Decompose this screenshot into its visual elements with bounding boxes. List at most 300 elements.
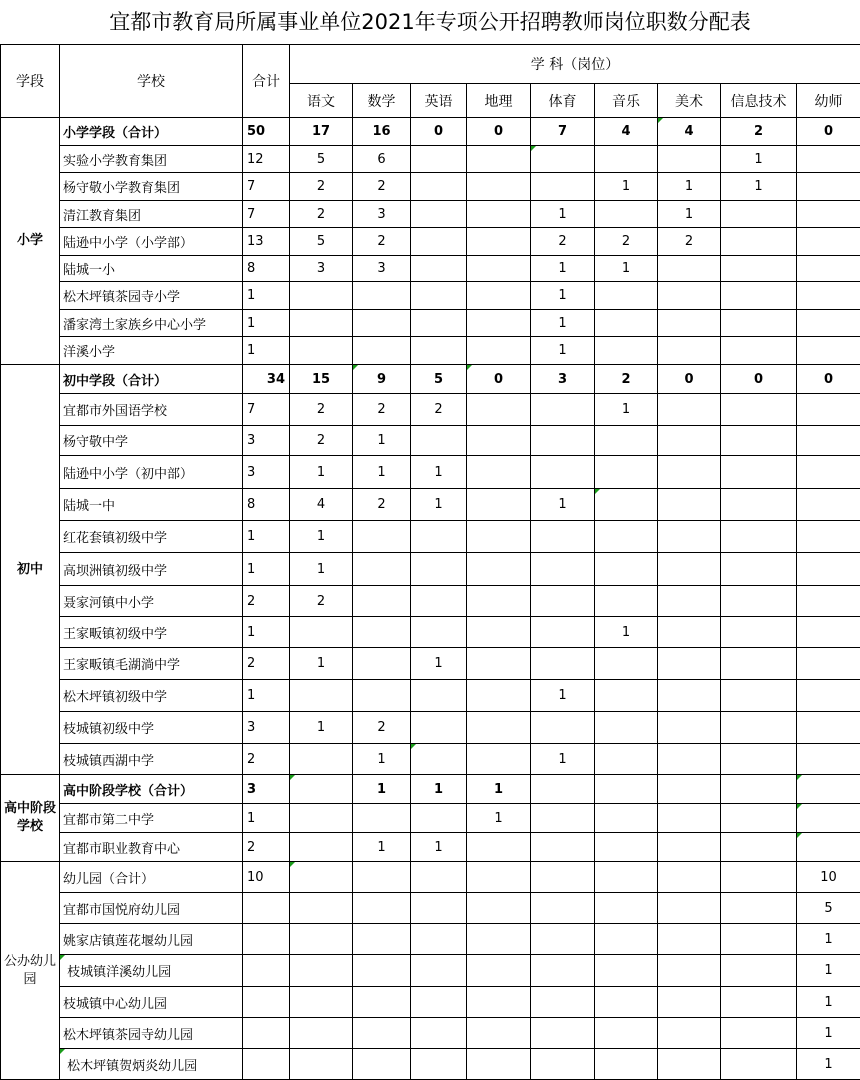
value-cell [411, 1049, 467, 1080]
value-cell [353, 521, 411, 553]
value-cell [531, 775, 595, 804]
value-cell [290, 617, 353, 648]
value-cell [721, 833, 797, 862]
value-cell: 1 [353, 833, 411, 862]
value-cell: 2 [721, 118, 797, 146]
value-cell [595, 146, 658, 173]
value-cell [353, 924, 411, 955]
value-cell [467, 173, 531, 201]
value-cell [595, 201, 658, 228]
value-cell: 0 [467, 365, 531, 394]
value-cell [290, 862, 353, 893]
value-cell [797, 173, 860, 201]
value-cell [290, 1049, 353, 1080]
value-cell [531, 426, 595, 456]
header-subject: 体育 [531, 84, 595, 118]
value-cell [595, 893, 658, 924]
value-cell [290, 775, 353, 804]
value-cell [531, 712, 595, 744]
value-cell [721, 553, 797, 586]
value-cell: 1 [290, 712, 353, 744]
total-cell: 3 [243, 426, 290, 456]
table-row [1, 617, 860, 648]
value-cell [658, 337, 721, 365]
value-cell [467, 337, 531, 365]
value-cell: 1 [411, 775, 467, 804]
value-cell [531, 955, 595, 987]
total-cell [243, 987, 290, 1018]
value-cell [411, 521, 467, 553]
stage-cell: 小学 [1, 118, 60, 365]
value-cell: 1 [797, 924, 860, 955]
value-cell [411, 924, 467, 955]
value-cell: 1 [353, 426, 411, 456]
header-school: 学校 [60, 45, 243, 118]
value-cell [721, 712, 797, 744]
value-cell [353, 586, 411, 617]
school-cell: 实验小学教育集团 [60, 146, 243, 173]
school-cell: 宜都市职业教育中心 [60, 833, 243, 862]
value-cell: 1 [411, 833, 467, 862]
value-cell [595, 744, 658, 775]
value-cell: 1 [595, 173, 658, 201]
value-cell [658, 1049, 721, 1080]
value-cell [658, 893, 721, 924]
value-cell [721, 456, 797, 489]
value-cell [467, 833, 531, 862]
value-cell [658, 924, 721, 955]
value-cell [721, 521, 797, 553]
table-row [1, 924, 860, 955]
school-cell: 洋溪小学 [60, 337, 243, 365]
value-cell: 2 [353, 712, 411, 744]
total-cell: 3 [243, 712, 290, 744]
value-cell: 9 [353, 365, 411, 394]
value-cell [411, 1018, 467, 1049]
school-cell: 王家畈镇初级中学 [60, 617, 243, 648]
value-cell [353, 893, 411, 924]
value-cell: 15 [290, 365, 353, 394]
value-cell [411, 987, 467, 1018]
value-cell: 1 [531, 489, 595, 521]
value-cell [467, 146, 531, 173]
table-row [1, 586, 860, 617]
value-cell [531, 617, 595, 648]
value-cell: 2 [353, 394, 411, 426]
header-subject: 音乐 [595, 84, 658, 118]
school-cell: 高坝洲镇初级中学 [60, 553, 243, 586]
value-cell [721, 775, 797, 804]
value-cell [797, 456, 860, 489]
value-cell: 1 [290, 553, 353, 586]
value-cell [353, 617, 411, 648]
value-cell: 0 [721, 365, 797, 394]
value-cell [721, 310, 797, 337]
header-subject: 美术 [658, 84, 721, 118]
value-cell [721, 1049, 797, 1080]
value-cell: 6 [353, 146, 411, 173]
stage-cell: 初中 [1, 365, 60, 775]
value-cell [467, 282, 531, 310]
value-cell [531, 924, 595, 955]
table-row [1, 489, 860, 521]
value-cell: 1 [353, 775, 411, 804]
value-cell: 2 [290, 586, 353, 617]
value-cell [595, 833, 658, 862]
school-cell: 宜都市外国语学校 [60, 394, 243, 426]
value-cell [797, 712, 860, 744]
value-cell [467, 521, 531, 553]
table-row [1, 987, 860, 1018]
value-cell [411, 426, 467, 456]
value-cell [658, 553, 721, 586]
value-cell [531, 1049, 595, 1080]
value-cell: 0 [467, 118, 531, 146]
table-row [1, 1049, 860, 1080]
value-cell [721, 617, 797, 648]
value-cell: 3 [531, 365, 595, 394]
school-cell: 陆逊中小学（小学部） [60, 228, 243, 256]
value-cell: 1 [797, 955, 860, 987]
value-cell [531, 648, 595, 680]
value-cell: 5 [411, 365, 467, 394]
value-cell [411, 201, 467, 228]
value-cell [658, 521, 721, 553]
school-cell: 松木坪镇贺炳炎幼儿园 [60, 1049, 243, 1080]
school-cell: 陆城一小 [60, 256, 243, 282]
school-cell: 高中阶段学校（合计） [60, 775, 243, 804]
total-cell: 12 [243, 146, 290, 173]
table-row [1, 426, 860, 456]
header-subject: 英语 [411, 84, 467, 118]
value-cell [353, 680, 411, 712]
value-cell [658, 955, 721, 987]
value-cell [467, 893, 531, 924]
value-cell [797, 146, 860, 173]
table-row [1, 228, 860, 256]
school-cell: 宜都市第二中学 [60, 804, 243, 833]
header-subject-group: 学 科（岗位） [290, 45, 860, 84]
value-cell [353, 804, 411, 833]
total-cell: 8 [243, 256, 290, 282]
value-cell: 0 [797, 118, 860, 146]
value-cell [353, 862, 411, 893]
header-subject: 语文 [290, 84, 353, 118]
value-cell [658, 310, 721, 337]
value-cell [467, 489, 531, 521]
table-row [1, 833, 860, 862]
value-cell: 2 [353, 228, 411, 256]
value-cell: 1 [531, 310, 595, 337]
value-cell [467, 617, 531, 648]
school-cell: 松木坪镇初级中学 [60, 680, 243, 712]
value-cell: 2 [290, 426, 353, 456]
value-cell [721, 256, 797, 282]
value-cell [595, 680, 658, 712]
value-cell: 0 [797, 365, 860, 394]
value-cell [467, 586, 531, 617]
value-cell [595, 426, 658, 456]
value-cell [721, 228, 797, 256]
value-cell [531, 146, 595, 173]
value-cell [467, 1049, 531, 1080]
value-cell: 1 [353, 456, 411, 489]
value-cell [353, 987, 411, 1018]
value-cell [595, 586, 658, 617]
value-cell [467, 394, 531, 426]
value-cell [467, 426, 531, 456]
value-cell: 4 [595, 118, 658, 146]
table-row [1, 173, 860, 201]
value-cell [467, 228, 531, 256]
value-cell: 1 [467, 804, 531, 833]
value-cell [721, 804, 797, 833]
school-cell: 枝城镇西湖中学 [60, 744, 243, 775]
school-cell: 陆逊中小学（初中部） [60, 456, 243, 489]
value-cell [353, 282, 411, 310]
table-row [1, 893, 860, 924]
value-cell [411, 617, 467, 648]
value-cell [658, 833, 721, 862]
value-cell: 1 [595, 256, 658, 282]
total-cell: 1 [243, 617, 290, 648]
value-cell [658, 862, 721, 893]
header-subject: 幼师 [797, 84, 860, 118]
value-cell: 1 [595, 394, 658, 426]
school-cell: 枝城镇中心幼儿园 [60, 987, 243, 1018]
value-cell [595, 775, 658, 804]
value-cell [411, 337, 467, 365]
school-cell: 杨守敬中学 [60, 426, 243, 456]
value-cell [721, 1018, 797, 1049]
value-cell: 1 [411, 456, 467, 489]
value-cell [353, 955, 411, 987]
value-cell [411, 282, 467, 310]
value-cell [658, 744, 721, 775]
value-cell [658, 586, 721, 617]
value-cell [411, 586, 467, 617]
value-cell [797, 804, 860, 833]
value-cell [595, 955, 658, 987]
value-cell [797, 228, 860, 256]
value-cell [595, 1018, 658, 1049]
value-cell [721, 586, 797, 617]
table-header [1, 45, 860, 118]
value-cell [353, 648, 411, 680]
value-cell [467, 924, 531, 955]
value-cell [658, 256, 721, 282]
value-cell [411, 310, 467, 337]
value-cell: 1 [797, 1018, 860, 1049]
total-cell: 2 [243, 648, 290, 680]
value-cell [797, 256, 860, 282]
value-cell [411, 173, 467, 201]
value-cell [290, 337, 353, 365]
value-cell [531, 862, 595, 893]
value-cell: 0 [411, 118, 467, 146]
school-cell: 幼儿园（合计） [60, 862, 243, 893]
value-cell [290, 893, 353, 924]
value-cell [411, 712, 467, 744]
school-cell: 聂家河镇中小学 [60, 586, 243, 617]
school-cell: 初中学段（合计） [60, 365, 243, 394]
table-row [1, 201, 860, 228]
value-cell [467, 862, 531, 893]
value-cell [721, 337, 797, 365]
value-cell [797, 310, 860, 337]
value-cell: 3 [353, 201, 411, 228]
value-cell [531, 804, 595, 833]
value-cell: 1 [658, 173, 721, 201]
value-cell [595, 553, 658, 586]
value-cell [411, 680, 467, 712]
value-cell [797, 833, 860, 862]
total-cell: 1 [243, 310, 290, 337]
value-cell [531, 586, 595, 617]
value-cell [467, 456, 531, 489]
total-cell [243, 924, 290, 955]
value-cell [411, 256, 467, 282]
value-cell [290, 924, 353, 955]
total-cell: 1 [243, 553, 290, 586]
table-row [1, 804, 860, 833]
value-cell: 2 [411, 394, 467, 426]
value-cell [721, 201, 797, 228]
value-cell [658, 282, 721, 310]
table-row [1, 862, 860, 893]
value-cell [595, 489, 658, 521]
table-row [1, 282, 860, 310]
value-cell: 7 [531, 118, 595, 146]
value-cell [290, 955, 353, 987]
value-cell [411, 862, 467, 893]
value-cell [658, 712, 721, 744]
value-cell [658, 1018, 721, 1049]
total-cell: 8 [243, 489, 290, 521]
value-cell [797, 489, 860, 521]
value-cell [595, 337, 658, 365]
total-cell: 2 [243, 744, 290, 775]
value-cell: 1 [797, 1049, 860, 1080]
value-cell [797, 648, 860, 680]
value-cell: 1 [531, 337, 595, 365]
value-cell [797, 394, 860, 426]
total-cell: 1 [243, 521, 290, 553]
total-cell: 1 [243, 282, 290, 310]
value-cell [531, 456, 595, 489]
value-cell [658, 489, 721, 521]
school-cell: 松木坪镇茶园寺幼儿园 [60, 1018, 243, 1049]
total-cell: 2 [243, 586, 290, 617]
value-cell [411, 228, 467, 256]
total-cell: 1 [243, 680, 290, 712]
table-row [1, 1018, 860, 1049]
total-cell: 50 [243, 118, 290, 146]
value-cell [467, 648, 531, 680]
value-cell [467, 987, 531, 1018]
value-cell: 1 [290, 648, 353, 680]
value-cell: 5 [290, 228, 353, 256]
value-cell [531, 394, 595, 426]
value-cell [721, 862, 797, 893]
value-cell [797, 680, 860, 712]
value-cell: 1 [797, 987, 860, 1018]
value-cell [353, 553, 411, 586]
school-cell: 陆城一中 [60, 489, 243, 521]
value-cell: 1 [531, 282, 595, 310]
value-cell [721, 648, 797, 680]
school-cell: 姚家店镇莲花堰幼儿园 [60, 924, 243, 955]
table-row [1, 337, 860, 365]
value-cell [721, 680, 797, 712]
value-cell [411, 955, 467, 987]
value-cell [467, 201, 531, 228]
table-row [1, 394, 860, 426]
stage-cell: 高中阶段学校 [1, 775, 60, 862]
value-cell: 5 [290, 146, 353, 173]
value-cell: 1 [531, 201, 595, 228]
value-cell: 2 [595, 228, 658, 256]
value-cell [467, 680, 531, 712]
value-cell: 3 [290, 256, 353, 282]
value-cell: 0 [658, 365, 721, 394]
value-cell [595, 924, 658, 955]
value-cell [531, 987, 595, 1018]
header-stage: 学段 [1, 45, 60, 118]
value-cell [721, 426, 797, 456]
allocation-table [0, 44, 860, 1080]
total-cell: 34 [243, 365, 290, 394]
value-cell [658, 775, 721, 804]
value-cell [531, 173, 595, 201]
value-cell: 1 [721, 173, 797, 201]
value-cell [658, 987, 721, 1018]
table-row [1, 553, 860, 586]
value-cell [467, 553, 531, 586]
total-cell [243, 1018, 290, 1049]
value-cell [411, 146, 467, 173]
value-cell: 2 [658, 228, 721, 256]
value-cell: 1 [411, 648, 467, 680]
value-cell: 4 [290, 489, 353, 521]
value-cell [411, 893, 467, 924]
value-cell [658, 146, 721, 173]
value-cell [290, 833, 353, 862]
school-cell: 潘家湾土家族乡中心小学 [60, 310, 243, 337]
stage-cell: 公办幼儿园 [1, 862, 60, 1080]
header-total: 合计 [243, 45, 290, 118]
value-cell [595, 456, 658, 489]
value-cell [531, 833, 595, 862]
value-cell [797, 586, 860, 617]
value-cell [290, 282, 353, 310]
value-cell [531, 893, 595, 924]
value-cell [721, 282, 797, 310]
value-cell [721, 924, 797, 955]
value-cell: 2 [595, 365, 658, 394]
value-cell: 1 [531, 744, 595, 775]
value-cell [353, 337, 411, 365]
value-cell: 4 [658, 118, 721, 146]
value-cell [658, 648, 721, 680]
value-cell [595, 648, 658, 680]
total-cell: 1 [243, 337, 290, 365]
table-row [1, 146, 860, 173]
value-cell: 2 [290, 173, 353, 201]
value-cell [658, 680, 721, 712]
value-cell: 2 [353, 489, 411, 521]
value-cell [467, 256, 531, 282]
